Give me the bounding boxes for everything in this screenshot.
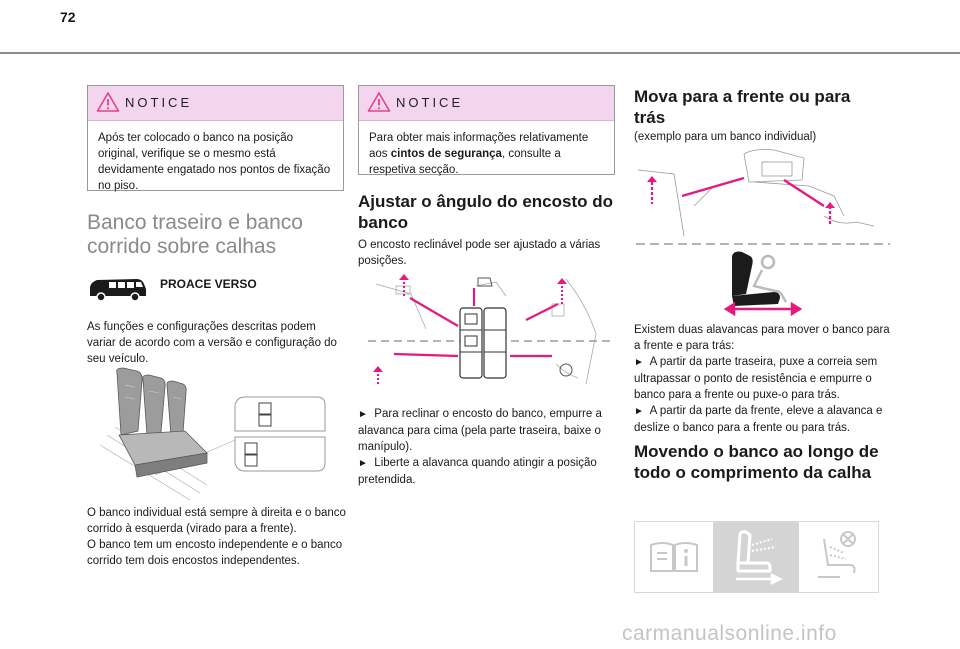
warning-icon [367,91,391,113]
notice-title: NOTICE [396,95,464,110]
watermark: carmanualsonline.info [622,622,837,645]
caption-line: O banco individual está sempre à direita e o banco corrido à esquerda (virado para a frente). [87,507,346,535]
top-rule [0,52,960,54]
notice-box-2 [358,85,615,175]
seat-disabled-icon [810,529,868,585]
step-text: A partir da parte da frente, eleve a alavanca e deslize o banco para a frente ou para trás. [634,405,883,434]
recline-steps [358,406,616,488]
recline-heading: Ajustar o ângulo do encosto do banco [358,192,613,232]
vehicle-label: PROACE VERSO [160,277,257,291]
caption-line: O banco tem um encosto independente e o banco corrido tem dois encostos independentes. [87,539,343,567]
section-title: Banco traseiro e banco corrido sobre calhas [87,211,303,258]
seatbelt-link-text: cintos de segurança [390,148,502,160]
step-text: Para reclinar o encosto do banco, empurre a alavanca para cima (pela parte traseira, baixe o manípulo). [358,408,602,453]
seat-slide-icon [726,527,786,587]
full-rail-heading: Movendo o banco ao longo de todo o comprimento da calha [634,442,879,482]
notice-header [359,86,614,121]
notice-text: Após ter colocado o banco na posição original, verifique se o mesmo está devidamente engatado nos pontos de fixação no piso. [98,132,331,192]
notice-header [88,86,343,121]
bullet-icon: ► [634,357,644,368]
step-text: A partir da parte traseira, puxe a correia sem ultrapassar o ponto de resistência e empurre o banco para a frente ou puxe-o para trás. [634,356,878,401]
seat-caption [87,505,349,569]
notice-box-1 [87,85,344,191]
notice-title: NOTICE [125,95,193,110]
page-number: 72 [60,9,76,25]
move-heading: Mova para a frente ou para trás [634,87,851,127]
move-step-2 [634,403,896,436]
recline-step-1 [358,406,616,455]
icon-cell-seat-slide [713,522,799,592]
move-body [634,322,896,436]
notice-text-start: Para obter mais informações relativamente aos [369,132,589,160]
move-intro: Existem duas alavancas para mover o banco para a frente e para trás: [634,324,890,352]
intro-text: As funções e configurações descritas podem variar de acordo com a versão e configuração do seu veículo. [87,321,337,365]
bullet-icon: ► [358,409,368,420]
bullet-icon: ► [634,406,644,417]
icon-strip [634,521,879,593]
book-info-icon [647,537,701,577]
bullet-icon: ► [358,458,368,469]
recline-intro: O encosto reclinável pode ser ajustado a várias posições. [358,239,601,267]
notice-text-end: , consulte a respetiva secção. [369,148,561,176]
icon-cell-book [635,522,713,592]
recline-step-2 [358,455,616,488]
seat-slide-figure [634,146,894,318]
van-icon [87,275,149,303]
move-subtitle: (exemplo para um banco individual) [634,131,817,143]
recline-figure [366,274,612,392]
warning-icon [96,91,120,113]
icon-cell-seat-disabled [799,522,878,592]
rear-seats-figure [95,365,335,503]
notice-text [359,121,614,188]
move-step-1 [634,354,896,403]
step-text: Liberte a alavanca quando atingir a posição pretendida. [358,457,597,486]
